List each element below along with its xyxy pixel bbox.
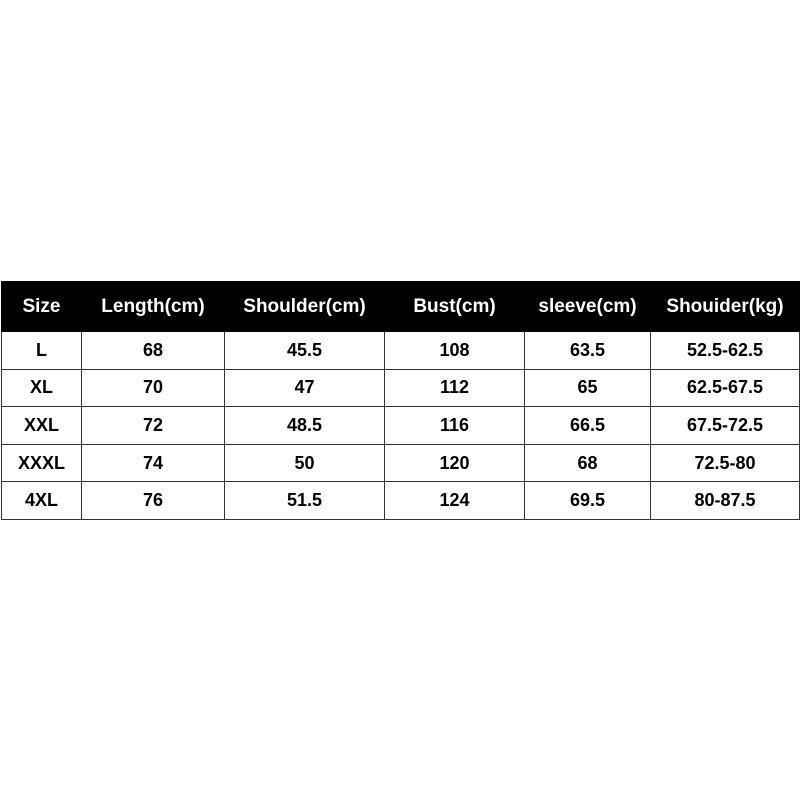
cell-shoulder: 51.5 (225, 482, 385, 520)
table-row (2, 332, 800, 370)
table-row (2, 407, 800, 445)
cell-shoulder: 47 (225, 369, 385, 407)
header-shoulder: Shoulder(cm) (225, 282, 385, 332)
cell-size: XXL (2, 407, 82, 445)
cell-length: 74 (82, 444, 225, 482)
cell-sleeve: 63.5 (525, 332, 651, 370)
cell-length: 68 (82, 332, 225, 370)
cell-sleeve: 66.5 (525, 407, 651, 445)
cell-sleeve: 69.5 (525, 482, 651, 520)
cell-sleeve: 65 (525, 369, 651, 407)
cell-shoulder: 48.5 (225, 407, 385, 445)
cell-weight: 62.5-67.5 (651, 369, 800, 407)
cell-length: 72 (82, 407, 225, 445)
header-bust: Bust(cm) (385, 282, 525, 332)
cell-weight: 52.5-62.5 (651, 332, 800, 370)
table-row (2, 369, 800, 407)
cell-weight: 72.5-80 (651, 444, 800, 482)
header-size: Size (2, 282, 82, 332)
cell-weight: 80-87.5 (651, 482, 800, 520)
cell-weight: 67.5-72.5 (651, 407, 800, 445)
cell-size: XXXL (2, 444, 82, 482)
cell-bust: 112 (385, 369, 525, 407)
cell-bust: 116 (385, 407, 525, 445)
table-row (2, 482, 800, 520)
header-weight: Shouider(kg) (651, 282, 800, 332)
cell-size: 4XL (2, 482, 82, 520)
cell-length: 76 (82, 482, 225, 520)
cell-bust: 108 (385, 332, 525, 370)
cell-length: 70 (82, 369, 225, 407)
cell-bust: 120 (385, 444, 525, 482)
cell-shoulder: 50 (225, 444, 385, 482)
cell-bust: 124 (385, 482, 525, 520)
header-sleeve: sleeve(cm) (525, 282, 651, 332)
cell-size: XL (2, 369, 82, 407)
header-row (2, 282, 800, 332)
header-length: Length(cm) (82, 282, 225, 332)
cell-shoulder: 45.5 (225, 332, 385, 370)
cell-sleeve: 68 (525, 444, 651, 482)
cell-size: L (2, 332, 82, 370)
size-chart-table (1, 281, 800, 520)
table-row (2, 444, 800, 482)
